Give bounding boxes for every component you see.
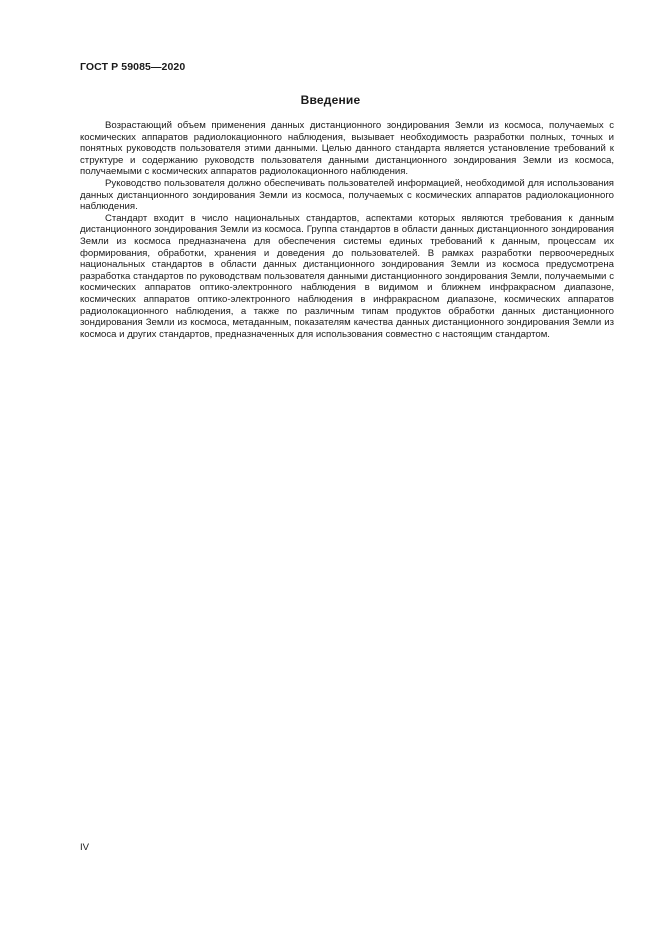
- introduction-body: [80, 120, 614, 340]
- paragraph-standards-group: Стандарт входит в число национальных стандартов, аспектами которых являются требования к данным дистанционного зондирования Земли из космоса. Группа стандартов в области данных дистанционного зондирования Земли из космоса предназначена для обеспечения системы единых требований к данным, процессам их формирования, обработки, хранения и доведения до пользователей. В рамках разработки первоочередных национальных стандартов в области данных дистанционного зондирования Земли из космоса предусмотрена разработка стандартов по руководствам пользователя данными дистанционного зондирования Земли, получаемыми с космических аппаратов оптико-электронного наблюдения в видимом и ближнем инфракрасном диапазоне, космических аппаратов оптико-электронного наблюдения в инфракрасном диапазоне, космических аппаратов радиолокационного наблюдения, а также по различным типам продуктов обработки данных дистанционного зондирования Земли из космоса, метаданным, показателям качества данных дистанционного зондирования Земли из космоса и других стандартов, предназначенных для использования совместно с настоящим стандартом.: [80, 212, 614, 340]
- paragraph-purpose: Возрастающий объем применения данных дистанционного зондирования Земли из космоса, получаемых с космических аппаратов радиолокационного наблюдения, вызывает необходимость разработки полных, точных и понятных руководств пользователя этими данными. Целью данного стандарта является установление требований к структуре и содержанию руководств пользователя данными дистанционного зондирования Земли из космоса, получаемыми с космических аппаратов радиолокационного наблюдения.: [80, 120, 614, 178]
- paragraph-user-guide: Руководство пользователя должно обеспечивать пользователей информацией, необходимой для использования данных дистанционного зондирования Земли из космоса, получаемых с космических аппаратов радиолокационного наблюдения.: [80, 177, 614, 213]
- page-number: IV: [80, 842, 90, 853]
- section-title: Введение: [300, 93, 361, 107]
- standard-code-header: ГОСТ Р 59085—2020: [80, 61, 186, 73]
